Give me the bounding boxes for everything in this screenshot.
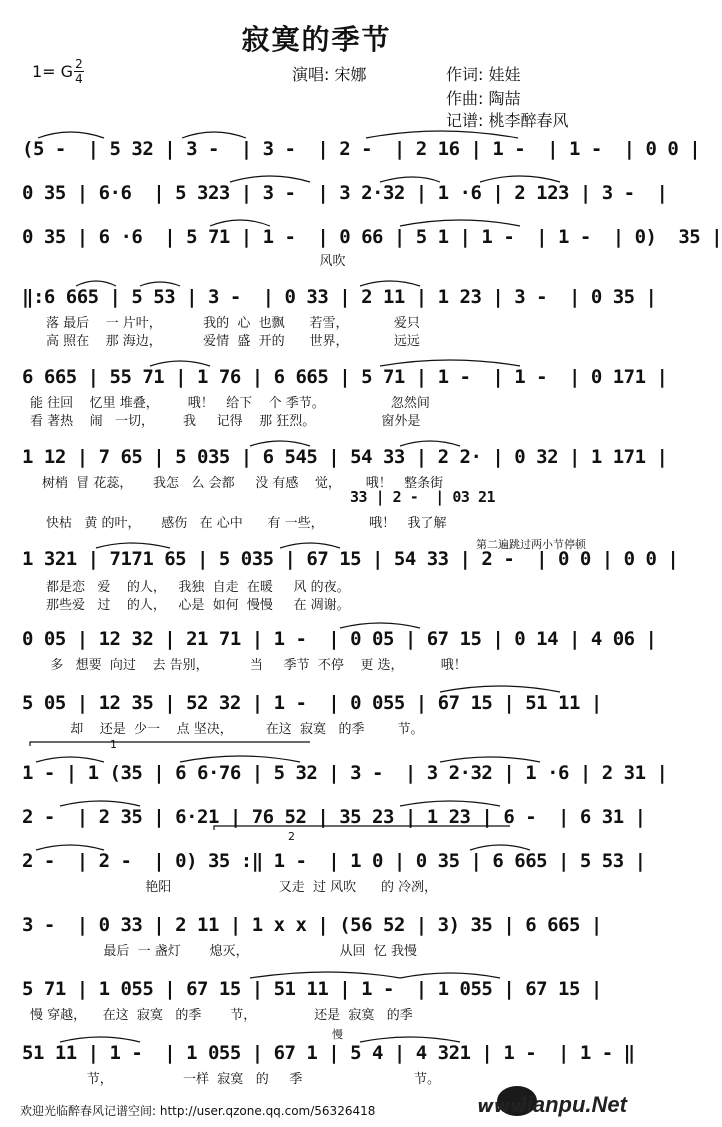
logo-prefix: www (477, 1096, 527, 1117)
notation-line: 1 - | 1 (35 | 6 6·76 | 5 32 | 3 - | 3 2·32 | 1 ·6 | 2 31 | (22, 762, 668, 784)
lyric-line: 最后 一 盏灯 熄灭， 从回 忆 我慢 (62, 944, 417, 959)
key-signature: 1= G (32, 62, 74, 81)
notation-line: 6 665 | 55 71 | 1 76 | 6 665 | 5 71 | 1 - | 1 - | 0 171 | (22, 366, 668, 388)
volta-1-label: 1 (110, 738, 117, 751)
performance-note: 第二遍跳过两小节停顿 (476, 538, 586, 551)
notation-line: 2 - | 2 - | 0) 35 :‖ 1 - | 1 0 | 0 35 | 6 665 | 5 53 | (22, 850, 646, 872)
lyric-line: 节， 一样 寂寞 的 季 节。 (62, 1072, 440, 1087)
notation-line: 0 35 | 6 ·6 | 5 71 | 1 - | 0 66 | 5 1 | 1 - | 1 - | 0) 35 | (22, 226, 722, 248)
notation-line: 0 05 | 12 32 | 21 71 | 1 - | 0 05 | 67 15 | 0 14 | 4 06 | (22, 628, 657, 650)
singer-credit: 演唱: 宋娜 (292, 65, 367, 84)
lyric-line-verse-2: 那些爱 过 的人， 心是 如何 慢慢 在 凋谢。 (46, 598, 350, 613)
lyric-line-verse-2: 快枯 黄 的叶， 感伤 在 心中 有 一些， 哦！ 我了解 (46, 516, 447, 531)
tempo-marking: 慢 (332, 1028, 343, 1041)
notation-line: 1 321 | 7171 65 | 5 035 | 67 15 | 54 33 | 2 - | 0 0 | 0 0 | (22, 548, 679, 570)
time-signature (74, 58, 84, 85)
notation-line: 2 - | 2 35 | 6·21 | 76 52 | 35 23 | 1 23 | 6 - | 6 31 | (22, 806, 646, 828)
transcriber-credit: 记谱: 桃李醉春风 (446, 111, 569, 130)
lyric-line: 多 想要 向过 去 告别， 当 季节 不停 更 迭， 哦！ (42, 658, 467, 673)
lyric-line-verse-2: 看 著热 闹 一切， 我 记得 那 狂烈。 窗外是 (30, 414, 421, 429)
notation-line: ‖:6 665 | 5 53 | 3 - | 0 33 | 2 11 | 1 23 | 3 - | 0 35 | (22, 286, 657, 308)
lyric-line-verse-1: 落 最后 一 片叶， 我的 心 也飘 若雪， 爱只 (46, 316, 420, 331)
notation-line: 5 71 | 1 055 | 67 15 | 51 11 | 1 - | 1 055 | 67 15 | (22, 978, 602, 1000)
notation-line: 3 - | 0 33 | 2 11 | 1 x x | (56 52 | 3) 35 | 6 665 | (22, 914, 602, 936)
lyric-line-verse-2: 高 照在 那 海边， 爱情 盛 开的 世界， 远远 (46, 334, 420, 349)
lyric-line-verse-1: 都是恋 爱 的人， 我独 自走 在暖 风 的夜。 (46, 580, 350, 595)
song-title: 寂寞的季节 (241, 23, 392, 56)
notation-line: 1 12 | 7 65 | 5 035 | 6 545 | 54 33 | 2 2· | 0 32 | 1 171 | (22, 446, 668, 468)
time-signature-bottom: 4 (75, 72, 83, 86)
composer-credit: 作曲: 陶喆 (446, 89, 521, 108)
footer-credit: 欢迎光临醉春风记谱空间: http://user.qzone.qq.com/56326418 (20, 1104, 376, 1118)
lyric-line: 风吹 (22, 254, 346, 269)
notation-line: 0 35 | 6·6 | 5 323 | 3 - | 3 2·32 | 1 ·6 | 2 123 | 3 - | (22, 182, 668, 204)
lyric-line: 慢 穿越， 在这 寂寞 的季 节， 还是 寂寞 的季 (30, 1008, 413, 1023)
lyricist-credit: 作词: 娃娃 (446, 65, 521, 84)
notation-line: 51 11 | 1 - | 1 055 | 67 1 | 5 4 | 4 321 | 1 - | 1 - ‖ (22, 1042, 635, 1064)
lyric-line: 却 还是 少一 点 坚决， 在这 寂寞 的季 节。 (62, 722, 424, 737)
lyric-line: 艳阳 又走 过 风吹 的 冷冽， (42, 880, 438, 895)
alternate-notation: 33 | 2 - | 03 21 (350, 488, 496, 506)
notation-line: 5 05 | 12 35 | 52 32 | 1 - | 0 055 | 67 15 | 51 11 | (22, 692, 602, 714)
time-signature-top: 2 (75, 57, 83, 71)
lyric-line: 树梢 冒 花蕊， 我怎 么 会都 没 有感 觉， 哦！ 整条街 (42, 476, 444, 491)
notation-line: (5 - | 5 32 | 3 - | 3 - | 2 - | 2 16 | 1 - | 1 - | 0 0 | (22, 138, 701, 160)
volta-2-label: 2 (288, 830, 295, 843)
lyric-line-verse-1: 能 往回 忆里 堆叠， 哦！ 给下 个 季节。 忽然间 (30, 396, 430, 411)
site-logo: Jianpu.Net (514, 1092, 627, 1117)
